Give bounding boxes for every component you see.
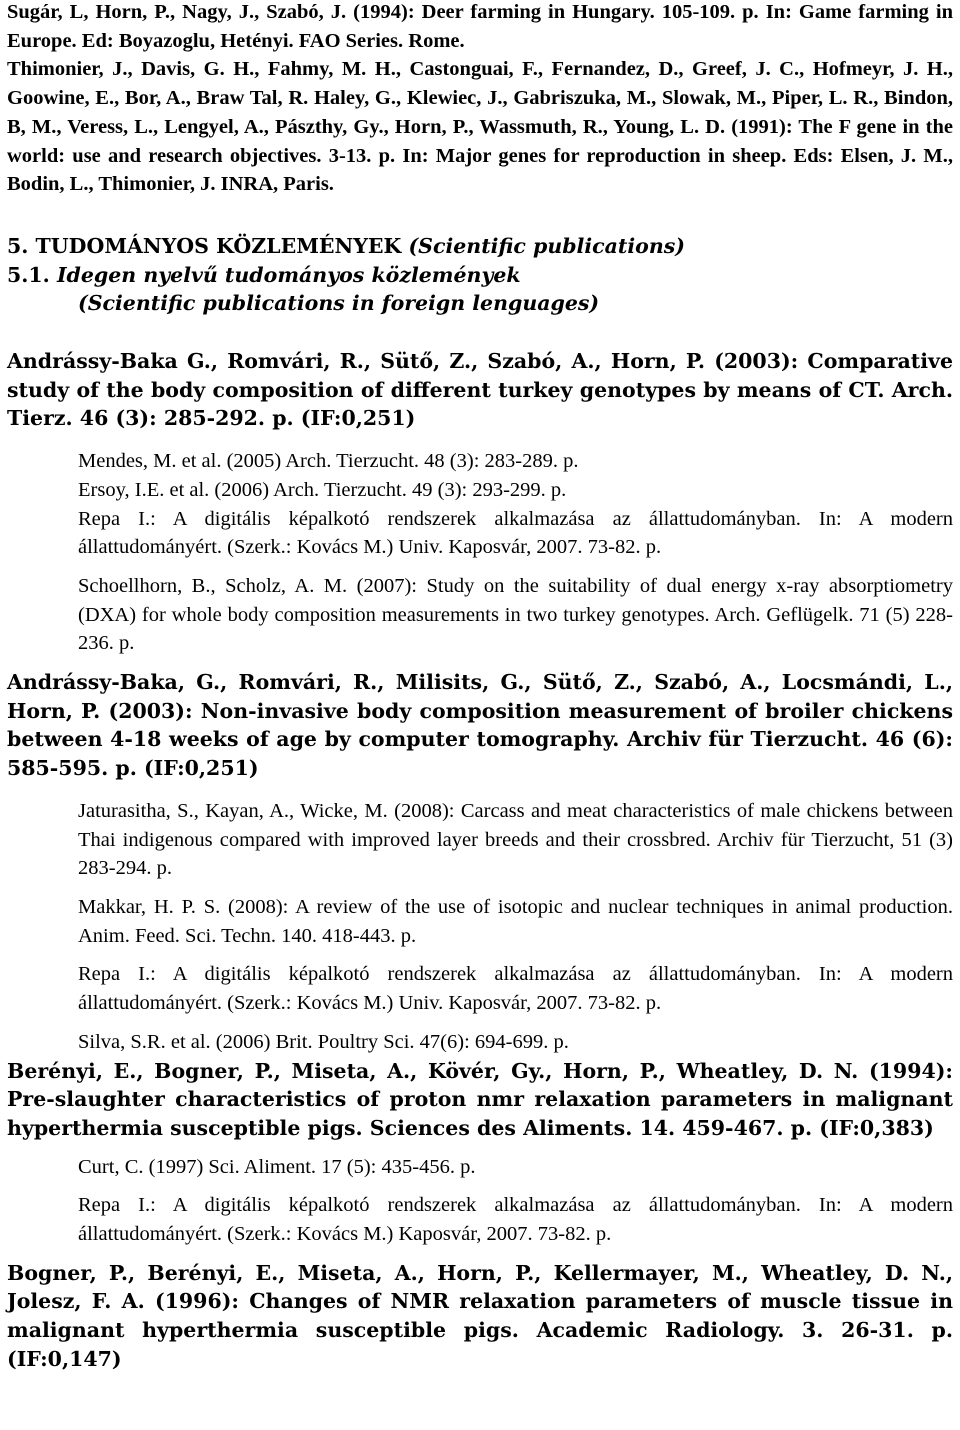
publication-andrassy-2003-broiler: Andrássy-Baka, G., Romvári, R., Milisits, G., Sütő, Z., Szabó, A., Locsmándi, L., Horn, P. (2003): Non-invasive body composition measurement of broiler chickens between 4-18 weeks of age by computer tomography. Archiv für Tierzucht. 46 (6): 585-595. p. (IF:0,251) xyxy=(7,670,953,781)
section-heading xyxy=(7,232,953,261)
subsection-title-en: (Scientific publications in foreign lenguages) xyxy=(78,291,600,316)
spacer xyxy=(7,318,953,347)
citation: Jaturasitha, S., Kayan, A., Wicke, M. (2008): Carcass and meat characteristics of male chickens between Thai indigenous compared with improved layer breeds and their crossbred. Archiv für Tierzucht, 51 (3) 283-294. p. xyxy=(78,799,953,880)
spacer xyxy=(7,199,953,232)
citation: Schoellhorn, B., Scholz, A. M. (2007): Study on the suitability of dual energy x-ray absorptiometry (DXA) for whole body composition measurements in two turkey genotypes. Arch. Geflügelk. 71 (5) 228-236. p. xyxy=(78,574,953,655)
publication-berenyi-1994: Berényi, E., Bogner, P., Miseta, A., Kövér, Gy., Horn, P., Wheatley, D. N. (1994): Pre-slaughter characteristics of proton nmr relaxation parameters in malignant hyperthermia susceptible pigs. Sciences des Aliments. 14. 459-467. p. (IF:0,383) xyxy=(7,1058,953,1140)
subsection-title: Idegen nyelvű tudományos közlemények xyxy=(56,262,521,287)
section-title: TUDOMÁNYOS KÖZLEMÉNYEK xyxy=(35,233,402,258)
citation: Silva, S.R. et al. (2006) Brit. Poultry Sci. 47(6): 694-699. p. xyxy=(78,1030,569,1053)
reference-sugar: Sugár, L, Horn, P., Nagy, J., Szabó, J. (1994): Deer farming in Hungary. 105-109. p. In: Game farming in Europe. Ed: Boyazoglu, Hetényi. FAO Series. Rome. xyxy=(7,1,953,52)
publication-bogner-1996: Bogner, P., Berényi, E., Miseta, A., Horn, P., Kellermayer, M., Wheatley, D. N., Jolesz, F. A. (1996): Changes of NMR relaxation parameters of muscle tissue in malignant hyperthermia susceptible pigs. Academic Radiology. 3. 26-31. p. (IF:0,147) xyxy=(7,1260,953,1371)
citation: Curt, C. (1997) Sci. Aliment. 17 (5): 435-456. p. xyxy=(78,1155,476,1178)
citation: Makkar, H. P. S. (2008): A review of the use of isotopic and nuclear techniques in animal production. Anim. Feed. Sci. Techn. 140. 418-443. p. xyxy=(78,895,953,947)
publication-andrassy-2003-turkey: Andrássy-Baka G., Romvári, R., Sütő, Z., Szabó, A., Horn, P. (2003): Comparative study of the body composition of different turkey genotypes by means of CT. Arch. Tierz. 46 (3): 285-292. p. (IF:0,251) xyxy=(7,349,953,431)
citation: Mendes, M. et al. (2005) Arch. Tierzucht. 48 (3): 283-289. p. xyxy=(78,450,579,473)
citation: Ersoy, I.E. et al. (2006) Arch. Tierzucht. 49 (3): 293-299. p. xyxy=(78,478,567,501)
citation: Repa I.: A digitális képalkotó rendszerek alkalmazása az állattudományban. In: A modern állattudományért. (Szerk.: Kovács M.) Univ. Kaposvár, 2007. 73-82. p. xyxy=(78,507,953,559)
section-number: 5. xyxy=(7,233,29,258)
subsection-heading xyxy=(7,261,953,318)
citation: Repa I.: A digitális képalkotó rendszerek alkalmazása az állattudományban. In: A modern állattudományért. (Szerk.: Kovács M.) Kaposvár, 2007. 73-82. p. xyxy=(78,1194,953,1246)
section-title-en: (Scientific publications) xyxy=(408,233,685,258)
subsection-number: 5.1. xyxy=(7,262,50,287)
citation: Repa I.: A digitális képalkotó rendszerek alkalmazása az állattudományban. In: A modern állattudományért. (Szerk.: Kovács M.) Univ. Kaposvár, 2007. 73-82. p. xyxy=(78,963,953,1015)
reference-thimonier: Thimonier, J., Davis, G. H., Fahmy, M. H., Castonguai, F., Fernandez, D., Greef, J. C., Hofmeyr, J. H., Goowine, E., Bor, A., Braw Tal, R. Haley, G., Klewiec, J., Gabriszuka, M., Slowak, M., Piper, L. R., Bindon, B, M., Veress, L., Lengyel, A., Pászthy, Gy., Horn, P., Wassmuth, R., Young, L. D. (1991): The F gene in the world: use and research objectives. 3-13. p. In: Major genes for reproduction in sheep. Eds: Elsen, J. M., Bodin, L., Thimonier, J. INRA, Paris. xyxy=(7,58,953,196)
